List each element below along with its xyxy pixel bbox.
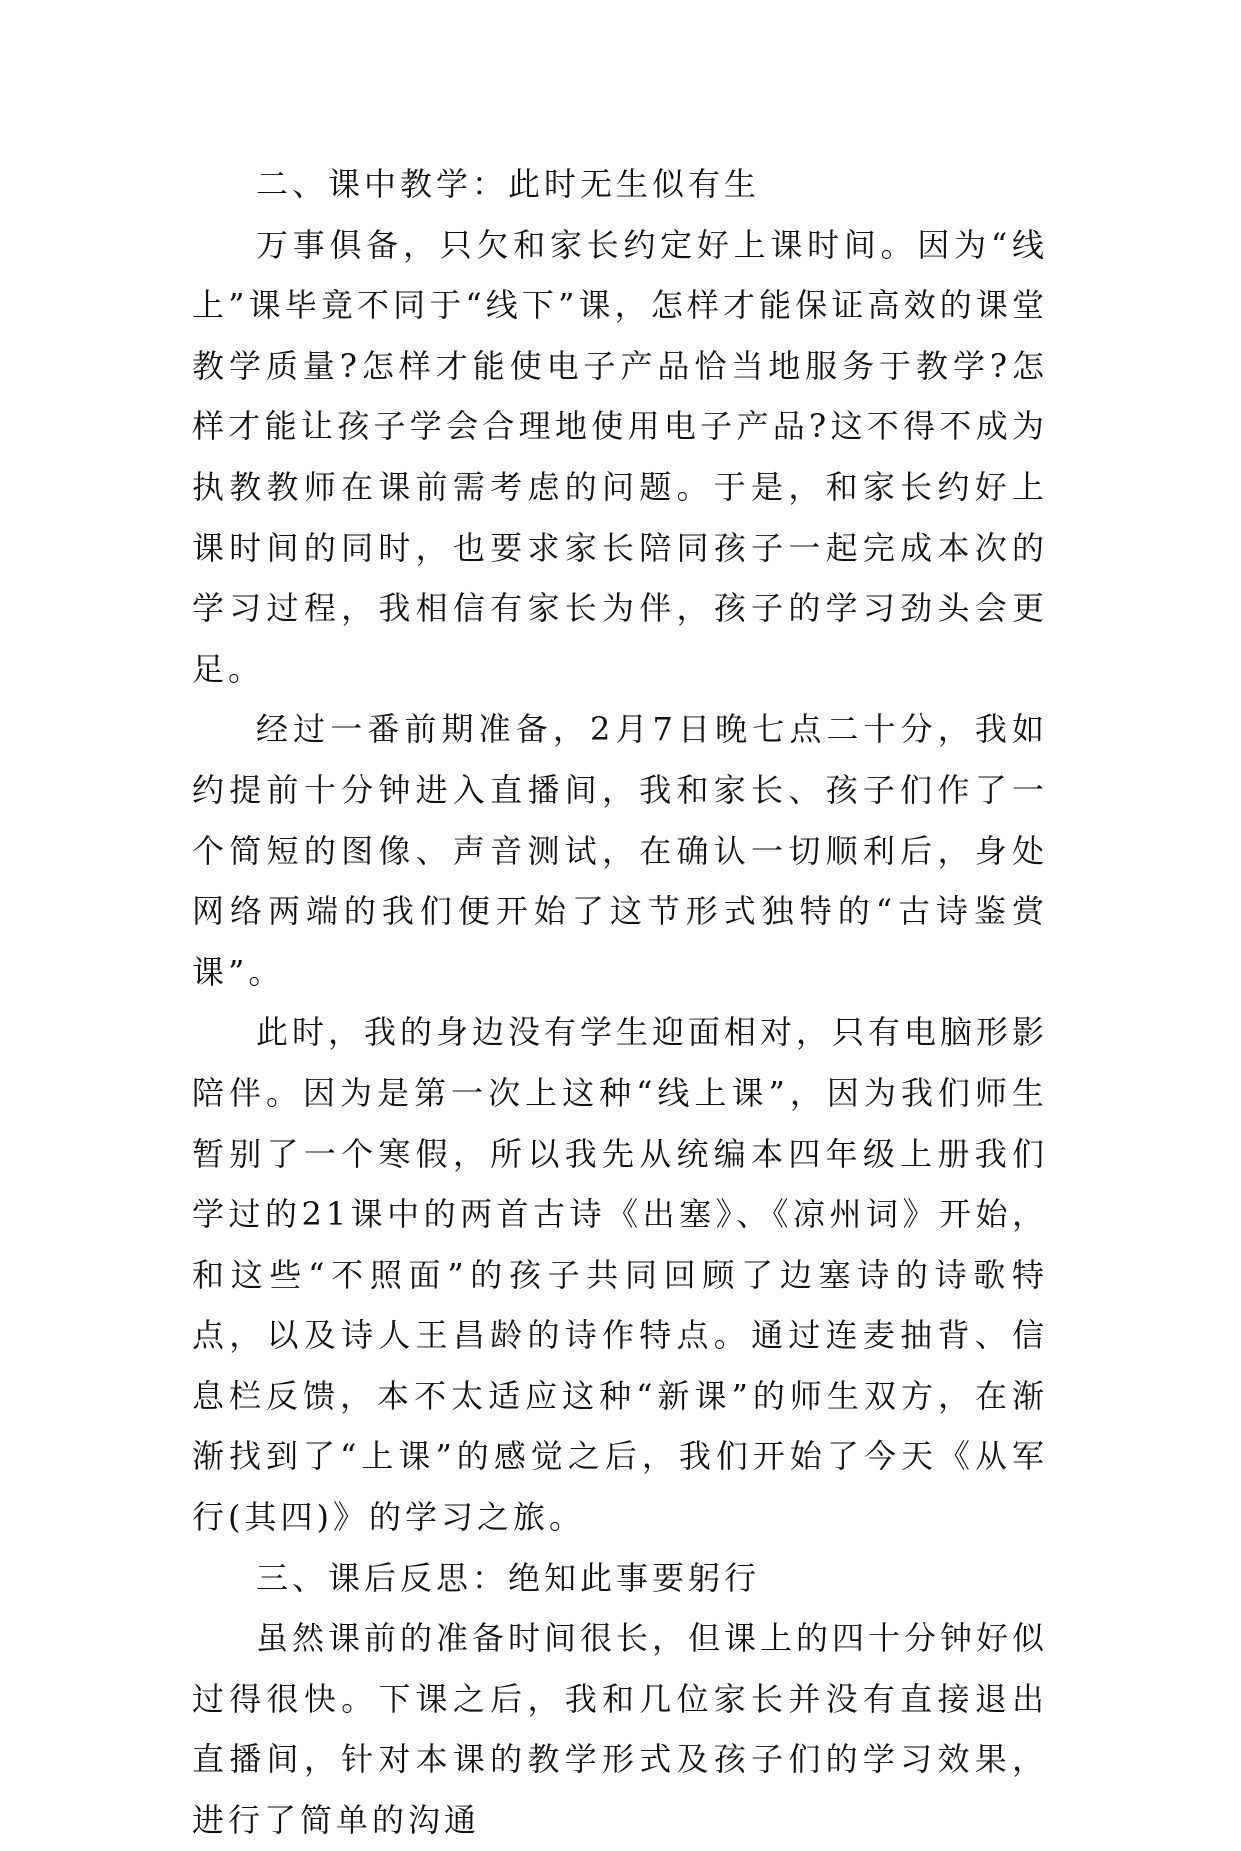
body-paragraph: 经过一番前期准备，2月7日晚七点二十分，我如约提前十分钟进入直播间，我和家长、孩子们作了一个简短的图像、声音测试，在确认一切顺利后，身处网络两端的我们便开始了这节形式独特的“古诗鉴赏课”。 (192, 710, 1048, 991)
document-body (192, 154, 1048, 1851)
body-paragraph: 万事俱备，只欠和家长约定好上课时间。因为“线上”课毕竟不同于“线下”课，怎样才能保证高效的课堂教学质量?怎样才能使电子产品恰当地服务于教学?怎样才能让孩子学会合理地使用电子产品?这不得不成为执教教师在课前需考虑的问题。于是，和家长约好上课时间的同时，也要求家长陪同孩子一起完成本次的学习过程，我相信有家长为伴，孩子的学习劲头会更足。 (192, 225, 1048, 688)
body-paragraph: 虽然课前的准备时间很长，但课上的四十分钟好似过得很快。下课之后，我和几位家长并没有直接退出直播间，针对本课的教学形式及孩子们的学习效果，进行了简单的沟通 (192, 1619, 1049, 1840)
body-paragraph: 此时，我的身边没有学生迎面相对，只有电脑形影陪伴。因为是第一次上这种“线上课”，因为我们师生暂别了一个寒假，所以我先从统编本四年级上册我们学过的21课中的两首古诗《出塞》、《凉州词》开始，和这些“不照面”的孩子共同回顾了边塞诗的诗歌特点，以及诗人王昌龄的诗作特点。通过连麦抽背、信息栏反馈，本不太适应这种“新课”的师生双方，在渐渐找到了“上课”的感觉之后，我们开始了今天《从军行(其四)》的学习之旅。 (192, 1013, 1049, 1537)
section-heading-2: 二、课中教学：此时无生似有生 (256, 165, 761, 203)
section-heading-3: 三、课后反思：绝知此事要躬行 (256, 1558, 761, 1597)
